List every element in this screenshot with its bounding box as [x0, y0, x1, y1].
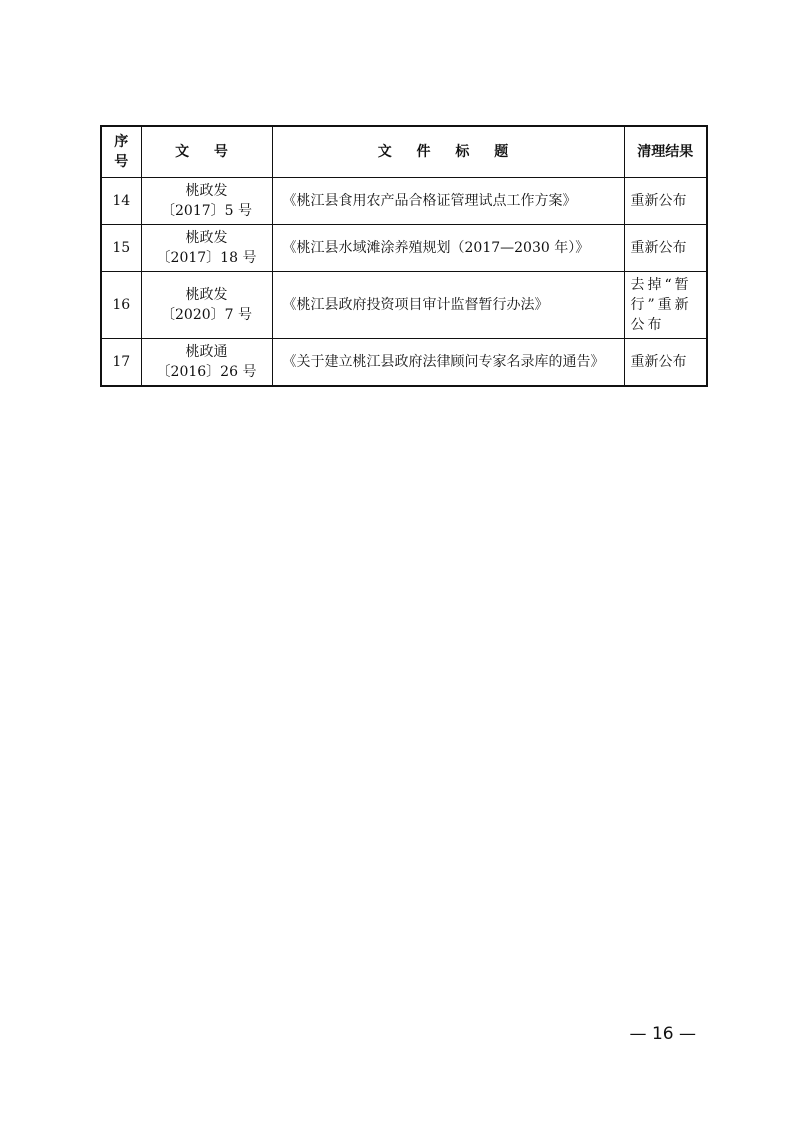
table-header-row	[101, 126, 707, 178]
table-row	[101, 225, 707, 272]
row-result: 重新公布	[624, 178, 707, 225]
row-seq: 16	[101, 272, 141, 339]
row-seq: 14	[101, 178, 141, 225]
doc-no-number: 〔2017〕18 号	[156, 250, 257, 266]
header-title: 文 件 标 题	[272, 126, 624, 178]
doc-no-prefix: 桃政发	[185, 287, 228, 303]
table-row	[101, 272, 707, 339]
page-number: — 16 —	[629, 1024, 696, 1044]
row-result: 重新公布	[624, 339, 707, 387]
header-doc-no: 文 号	[141, 126, 272, 178]
row-title: 《桃江县政府投资项目审计监督暂行办法》	[272, 272, 624, 339]
row-doc-no	[141, 272, 272, 339]
document-table	[100, 125, 708, 387]
row-title: 《桃江县食用农产品合格证管理试点工作方案》	[272, 178, 624, 225]
row-result: 重新公布	[624, 225, 707, 272]
row-doc-no	[141, 225, 272, 272]
doc-no-prefix: 桃政发	[185, 230, 228, 246]
row-seq: 15	[101, 225, 141, 272]
row-result: 去掉“暂行”重新公布	[624, 272, 707, 339]
row-doc-no	[141, 339, 272, 387]
doc-no-number: 〔2017〕5 号	[161, 203, 252, 219]
doc-no-number: 〔2020〕7 号	[161, 307, 252, 323]
doc-no-prefix: 桃政通	[185, 344, 228, 360]
doc-no-number: 〔2016〕26 号	[156, 364, 257, 380]
header-result: 清理结果	[624, 126, 707, 178]
table-row	[101, 339, 707, 387]
table-row	[101, 178, 707, 225]
row-doc-no	[141, 178, 272, 225]
row-title: 《桃江县水域滩涂养殖规划（2017—2030 年）》	[272, 225, 624, 272]
header-seq: 序号	[101, 126, 141, 178]
row-title: 《关于建立桃江县政府法律顾问专家名录库的通告》	[272, 339, 624, 387]
row-seq: 17	[101, 339, 141, 387]
doc-no-prefix: 桃政发	[185, 183, 228, 199]
